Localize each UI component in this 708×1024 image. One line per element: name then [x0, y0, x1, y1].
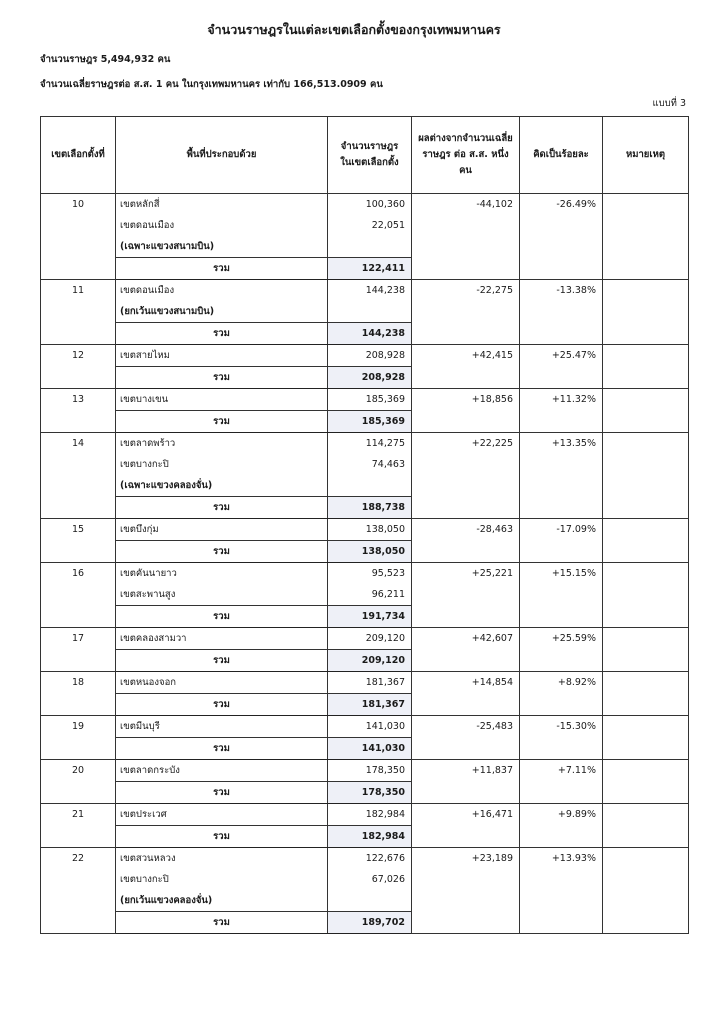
area-name: เขตมีนบุรี	[116, 716, 328, 738]
total-label: รวม	[116, 826, 328, 848]
population-value: 100,360	[328, 194, 412, 216]
area-name: เขตดอนเมือง	[116, 215, 328, 236]
table-header-row	[41, 117, 689, 194]
district-number: 13	[41, 389, 116, 433]
difference-value: -25,483	[412, 716, 520, 760]
percent-value: +8.92%	[520, 672, 603, 716]
population-value: 22,051	[328, 215, 412, 236]
difference-value: +11,837	[412, 760, 520, 804]
remark-cell	[603, 519, 689, 563]
table-row	[41, 563, 689, 585]
percent-value: -15.30%	[520, 716, 603, 760]
total-value: 182,984	[328, 826, 412, 848]
total-value: 185,369	[328, 411, 412, 433]
difference-value: +18,856	[412, 389, 520, 433]
difference-value: +42,607	[412, 628, 520, 672]
header-population-line1: จำนวนราษฎร	[340, 141, 399, 152]
total-label: รวม	[116, 782, 328, 804]
total-label: รวม	[116, 912, 328, 934]
total-label: รวม	[116, 497, 328, 519]
remark-cell	[603, 672, 689, 716]
total-value: 138,050	[328, 541, 412, 563]
table-row	[41, 194, 689, 216]
difference-value: -22,275	[412, 280, 520, 345]
area-name: เขตประเวศ	[116, 804, 328, 826]
area-name: เขตลาดพร้าว	[116, 433, 328, 455]
total-label: รวม	[116, 541, 328, 563]
table-row	[41, 628, 689, 650]
form-number: แบบที่ 3	[652, 98, 686, 109]
total-label: รวม	[116, 738, 328, 760]
total-value: 178,350	[328, 782, 412, 804]
population-value: 181,367	[328, 672, 412, 694]
district-number: 11	[41, 280, 116, 345]
percent-value: -26.49%	[520, 194, 603, 280]
percent-value: -13.38%	[520, 280, 603, 345]
population-value: 96,211	[328, 584, 412, 606]
total-value: 189,702	[328, 912, 412, 934]
total-value: 144,238	[328, 323, 412, 345]
area-name: (ยกเว้นแขวงคลองจั่น)	[116, 890, 328, 912]
remark-cell	[603, 389, 689, 433]
population-value: 114,275	[328, 433, 412, 455]
total-value: 209,120	[328, 650, 412, 672]
remark-cell	[603, 760, 689, 804]
population-value: 95,523	[328, 563, 412, 585]
population-value: 182,984	[328, 804, 412, 826]
district-number: 21	[41, 804, 116, 848]
area-name: เขตหลักสี่	[116, 194, 328, 216]
area-name: เขตคันนายาว	[116, 563, 328, 585]
constituency-table	[40, 116, 689, 934]
header-population-line2: ในเขตเลือกตั้ง	[340, 157, 399, 168]
total-label: รวม	[116, 323, 328, 345]
header-difference	[412, 117, 520, 194]
header-percent: คิดเป็นร้อยละ	[520, 117, 603, 194]
population-value: 209,120	[328, 628, 412, 650]
header-difference-line2: ราษฎร ต่อ ส.ส. หนึ่งคน	[422, 149, 509, 176]
district-number: 20	[41, 760, 116, 804]
district-number: 16	[41, 563, 116, 628]
total-label: รวม	[116, 606, 328, 628]
remark-cell	[603, 194, 689, 280]
area-name: (เฉพาะแขวงคลองจั่น)	[116, 475, 328, 497]
population-value	[328, 890, 412, 912]
percent-value: +7.11%	[520, 760, 603, 804]
difference-value: +14,854	[412, 672, 520, 716]
population-value	[328, 301, 412, 323]
total-value: 188,738	[328, 497, 412, 519]
average-per-mp-line: จำนวนเฉลี่ยราษฎรต่อ ส.ส. 1 คน ในกรุงเทพมหานคร เท่ากับ 166,513.0909 คน	[40, 79, 383, 90]
total-label: รวม	[116, 650, 328, 672]
percent-value: +15.15%	[520, 563, 603, 628]
total-value: 208,928	[328, 367, 412, 389]
difference-value: +42,415	[412, 345, 520, 389]
percent-value: +13.93%	[520, 848, 603, 934]
population-value: 141,030	[328, 716, 412, 738]
header-population	[328, 117, 412, 194]
remark-cell	[603, 804, 689, 848]
percent-value: -17.09%	[520, 519, 603, 563]
total-value: 181,367	[328, 694, 412, 716]
header-area: พื้นที่ประกอบด้วย	[116, 117, 328, 194]
table-row	[41, 345, 689, 367]
percent-value: +25.59%	[520, 628, 603, 672]
population-value: 122,676	[328, 848, 412, 870]
area-name: (ยกเว้นแขวงสนามบิน)	[116, 301, 328, 323]
percent-value: +25.47%	[520, 345, 603, 389]
district-number: 14	[41, 433, 116, 519]
population-value: 178,350	[328, 760, 412, 782]
population-value: 67,026	[328, 869, 412, 890]
difference-value: -28,463	[412, 519, 520, 563]
table-row	[41, 848, 689, 870]
district-number: 12	[41, 345, 116, 389]
remark-cell	[603, 345, 689, 389]
total-label: รวม	[116, 694, 328, 716]
difference-value: +16,471	[412, 804, 520, 848]
population-value	[328, 475, 412, 497]
population-value	[328, 236, 412, 258]
difference-value: +22,225	[412, 433, 520, 519]
document-title: จำนวนราษฎรในแต่ละเขตเลือกตั้งของกรุงเทพมหานคร	[207, 22, 501, 37]
table-row	[41, 389, 689, 411]
population-value: 185,369	[328, 389, 412, 411]
area-name: เขตลาดกระบัง	[116, 760, 328, 782]
population-value: 74,463	[328, 454, 412, 475]
table-row	[41, 433, 689, 455]
district-number: 15	[41, 519, 116, 563]
district-number: 10	[41, 194, 116, 280]
district-number: 19	[41, 716, 116, 760]
percent-value: +13.35%	[520, 433, 603, 519]
table-row	[41, 280, 689, 302]
remark-cell	[603, 716, 689, 760]
difference-value: +23,189	[412, 848, 520, 934]
population-value: 208,928	[328, 345, 412, 367]
total-value: 141,030	[328, 738, 412, 760]
population-value: 138,050	[328, 519, 412, 541]
area-name: เขตสะพานสูง	[116, 584, 328, 606]
area-name: เขตสายไหม	[116, 345, 328, 367]
difference-value: +25,221	[412, 563, 520, 628]
remark-cell	[603, 563, 689, 628]
difference-value: -44,102	[412, 194, 520, 280]
percent-value: +9.89%	[520, 804, 603, 848]
table-body	[41, 194, 689, 934]
area-name: เขตบางกะปิ	[116, 869, 328, 890]
district-number: 17	[41, 628, 116, 672]
total-value: 122,411	[328, 258, 412, 280]
area-name: เขตบึงกุ่ม	[116, 519, 328, 541]
total-label: รวม	[116, 367, 328, 389]
total-population-line: จำนวนราษฎร 5,494,932 คน	[40, 54, 171, 65]
district-number: 18	[41, 672, 116, 716]
total-label: รวม	[116, 258, 328, 280]
area-name: เขตหนองจอก	[116, 672, 328, 694]
remark-cell	[603, 848, 689, 934]
total-label: รวม	[116, 411, 328, 433]
remark-cell	[603, 280, 689, 345]
area-name: เขตดอนเมือง	[116, 280, 328, 302]
table-row	[41, 716, 689, 738]
header-difference-line1: ผลต่างจากจำนวนเฉลี่ย	[418, 133, 513, 144]
area-name: เขตบางกะปิ	[116, 454, 328, 475]
area-name: เขตสวนหลวง	[116, 848, 328, 870]
header-district: เขตเลือกตั้งที่	[41, 117, 116, 194]
table-row	[41, 519, 689, 541]
table-row	[41, 804, 689, 826]
header-remark: หมายเหตุ	[603, 117, 689, 194]
area-name: เขตบางเขน	[116, 389, 328, 411]
population-value: 144,238	[328, 280, 412, 302]
area-name: เขตคลองสามวา	[116, 628, 328, 650]
district-number: 22	[41, 848, 116, 934]
table-row	[41, 672, 689, 694]
remark-cell	[603, 628, 689, 672]
percent-value: +11.32%	[520, 389, 603, 433]
total-value: 191,734	[328, 606, 412, 628]
remark-cell	[603, 433, 689, 519]
table-row	[41, 760, 689, 782]
area-name: (เฉพาะแขวงสนามบิน)	[116, 236, 328, 258]
